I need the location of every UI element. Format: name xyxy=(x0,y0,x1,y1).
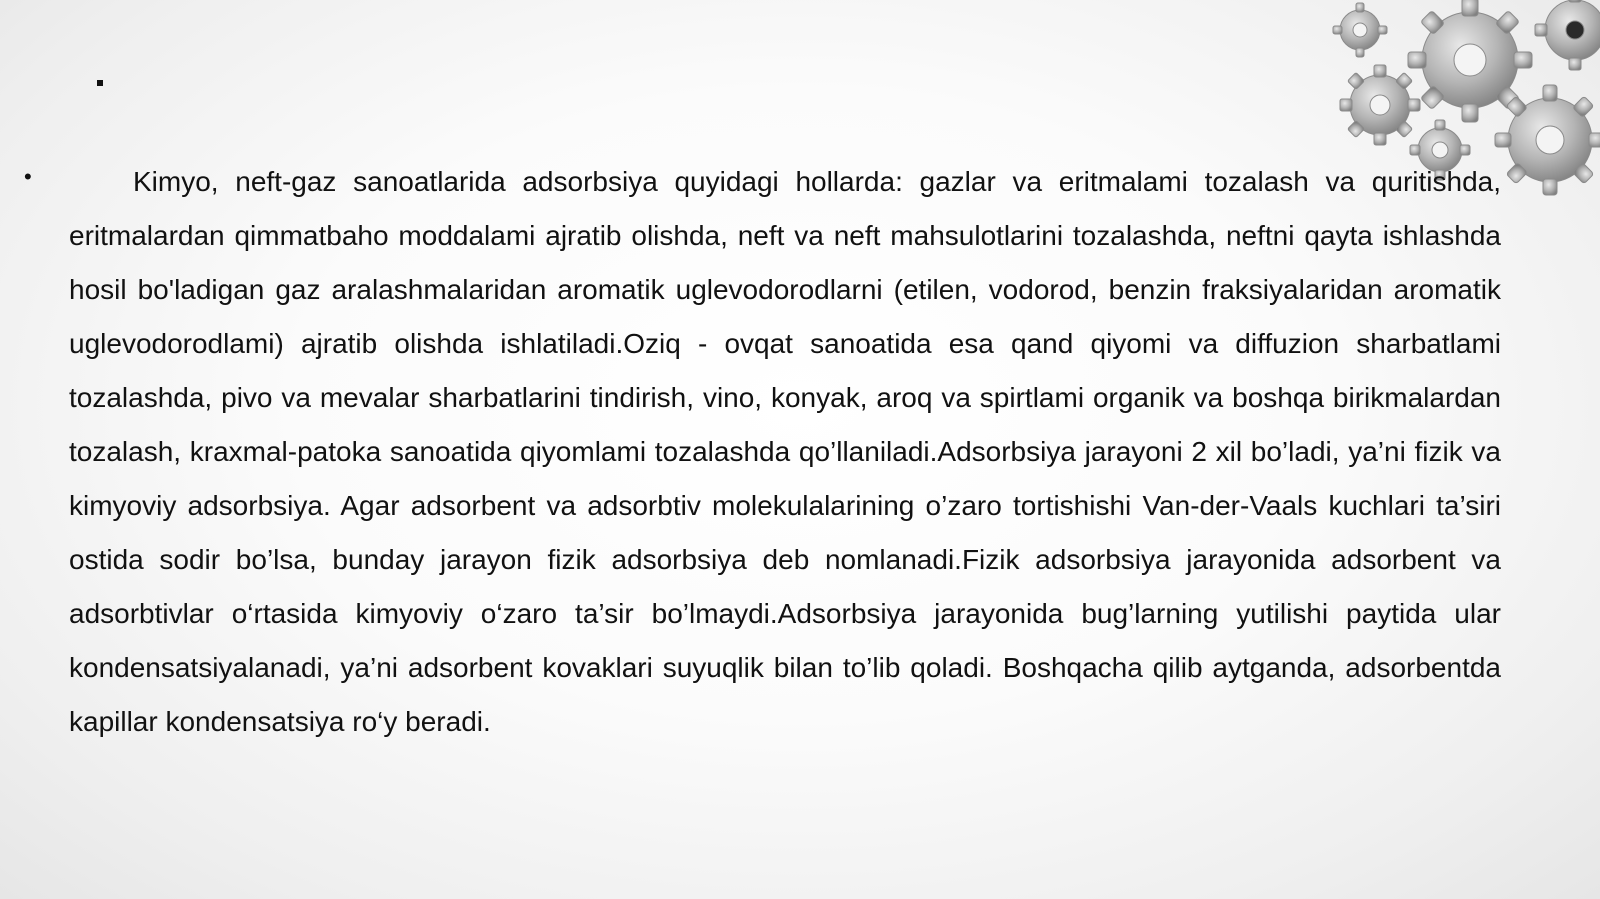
body-paragraph: Kimyo, neft-gaz sanoatlarida adsorbsiya quyidagi hollarda: gazlar va eritmalami tozalash va quritishda, eritmalardan qimmatbaho moddalami ajratib olishda, neft va neft mahsulotlarini tozalashda, neftni qayta ishlashda hosil bo'ladigan gaz aralashmalaridan aromatik uglevodorodlarni (etilen, vodorod, benzin fraksiyalaridan aromatik uglevodorodlami) ajratib olishda ishlatiladi.Oziq - ovqat sanoatida esa qand qiyomi va diffuzion sharbatlami tozalashda, pivo va mevalar sharbatlarini tindirish, vino, konyak, aroq va spirtlami organik va boshqa birikmalardan tozalash, kraxmal-patoka sanoatida qiyomlami tozalashda qo’llaniladi.Adsorbsiya jarayoni 2 xil bo’ladi, ya’ni fizik va kimyoviy adsorbsiya. Agar adsorbent va adsorbtiv molekulalarining o’zaro tortishishi Van-der-Vaals kuchlari ta’siri ostida sodir bo’lsa, bunday jarayon fizik adsorbsiya deb nomlanadi.Fizik adsorbsiya jarayonida adsorbent va adsorbtivlar o‘rtasida kimyoviy o‘zaro ta’sir bo’lmaydi.Adsorbsiya jarayonida bug’larning yutilishi paytida ular kondensatsiyalanadi, ya’ni adsorbent kovaklari suyuqlik bilan to’lib qoladi. Boshqacha qilib aytganda, adsorbentda kapillar kondensatsiya ro‘y beradi. xyxy=(69,166,1501,737)
title-marker xyxy=(97,80,103,86)
bullet-marker: • xyxy=(24,164,32,189)
